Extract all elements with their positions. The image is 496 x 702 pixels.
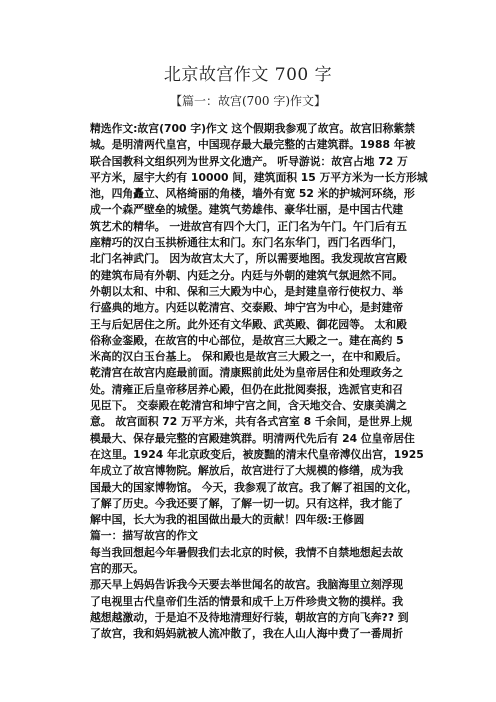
paragraph-line: 每当我回想起今年暑假我们去北京的时候，我情不自禁地想起去故 [90,545,404,559]
paragraph-line: 越想越激动，于是迫不及待地清理好行装，朝故宫的方向飞奔?? 到 [90,610,409,624]
paragraph-line: 精选作文:故宫(700 字)作文 这个假期我参观了故宫。故宫旧称紫禁 [90,122,415,135]
paragraph-line: 意。 故宫面积 72 万平方米，共有各式宫室 8 千余间，是世界上规 [90,415,413,429]
paragraph-line: 国最大的国家博物馆。 今天，我参观了故宫。我了解了祖国的文化， [90,480,418,494]
paragraph-line: 座精巧的汉白玉拱桥通往太和门。东门名东华门，西门名西华门， [90,236,404,250]
paragraph-line: 见臣下。 交泰殿在乾清宫和坤宁宫之间，含天地交合、安康美满之 [90,399,407,413]
paragraph-line: 宫的那天。 [90,562,144,576]
paragraph-line: 池，四角矗立、风格绮丽的角楼，墙外有宽 52 米的护城河环绕，形 [90,187,415,201]
paragraph-line: 乾清宫在故宫内庭最前面。清康熙前此处为皇帝居住和处理政务之 [90,366,404,380]
section-heading: 【篇一：故宫(700 字)作文】 [169,94,327,108]
paragraph-line: 解中国，长大为我的祖国做出最大的贡献！四年级:王修圆 [90,513,365,527]
document-title: 北京故宫作文 700 字 [163,65,333,85]
paragraph-line: 那天早上妈妈告诉我今天要去举世闻名的故宫。我脑海里立刻浮现 [90,578,404,592]
document-body [90,121,450,643]
paragraph-line: 北门名神武门。 因为故宫太大了，所以需要地图。我发现故宫宫殿 [90,252,407,266]
paragraph-line: 筑艺术的精华。 一进故宫有四个大门，正门名为午门。午门后有五 [90,219,407,233]
paragraph-line: 联合国教科文组织列为世界文化遗产。 听导游说：故宫占地 72 万 [90,154,408,168]
paragraph-line: 了电视里古代皇帝们生活的情景和成千上万件珍贵文物的摸样。我 [90,594,404,608]
paragraph-line: 年成立了故宫博物院。解放后，故宫进行了大规模的修缮，成为我 [90,464,404,478]
paragraph-line: 行盛典的地方。内廷以乾清宫、交泰殿、坤宁宫为中心，是封建帝 [90,301,404,315]
paragraph-line: 模最大、保存最完整的宫殿建筑群。明清两代先后有 24 位皇帝居住 [90,431,415,445]
paragraph-line: 在这里。1924 年北京政变后，被废黜的清末代皇帝溥仪出宫，1925 [90,447,424,461]
paragraph-line: 了故宫，我和妈妈就被人流冲散了，我在人山人海中费了一番周折 [90,627,404,641]
paragraph-line: 俗称金銮殿，在故宫的中心部位，是故宫三大殿之一。建在高约 5 [90,333,404,347]
paragraph-line: 成一个森严壁垒的城堡。建筑气势雄伟、豪华壮丽，是中国古代建 [90,203,404,217]
paragraph-line: 了解了历史。今我还要了解，了解一切一切。只有这样，我才能了 [90,496,404,510]
paragraph-line: 城。是明清两代皇宫，中国现存最大最完整的古建筑群。1988 年被 [90,138,416,152]
section-2-heading: 篇一：描写故宫的作文 [90,529,198,543]
paragraph-line: 王与后妃居住之所。此外还有文华殿、武英殿、御花园等。 太和殿 [90,317,407,331]
paragraph-line: 米高的汉白玉台基上。 保和殿也是故宫三大殿之一，在中和殿后。 [90,350,407,364]
paragraph-line: 处。清雍正后皇帝移居养心殿，但仍在此批阅奏报，选派官吏和召 [90,382,404,396]
paragraph-line: 平方米，屋宇大约有 10000 间，建筑面积 15 万平方米为一长方形城 [90,170,428,184]
paragraph-line: 外朝以太和、中和、保和三大殿为中心，是封建皇帝行使权力、举 [90,284,404,298]
paragraph-line: 的建筑布局有外朝、内廷之分。内廷与外朝的建筑气氛迥然不同。 [90,268,404,282]
